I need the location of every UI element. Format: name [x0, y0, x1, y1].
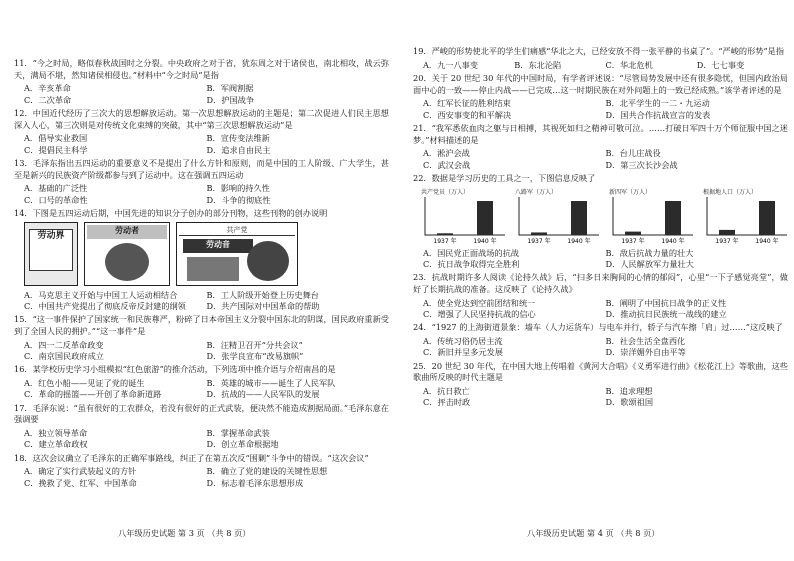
- magazine-subtitle-3: 劳动音: [183, 239, 253, 253]
- question-20: 20．关于 20 世纪 30 年代的中国时局，有学者评述说：“尽管局势发展中还有很多隐忧，但国内政治局面中心的一致——停止内战——已完成…这一时期民族在对外问题上的一致已经成熟。”该学者评述的是: [413, 73, 788, 95]
- page-footer: 八年级历史试题 第 4 页 （共 8 页）: [527, 528, 660, 538]
- bar-chart: [515, 187, 603, 245]
- question-25-options: [413, 386, 788, 409]
- question-13-options: [14, 183, 389, 206]
- option: D．国共合作抗战宣言的发表: [605, 109, 711, 120]
- option: A．抗日救亡: [423, 386, 470, 396]
- option: A．九一八事变: [423, 59, 479, 70]
- question-17: 17．毛泽东说：“虽有很好的工农群众，若没有很好的正式武装，便决然不能造成割据局面。”毛泽东意在强调要: [14, 402, 389, 425]
- option: B．阐明了中国抗日战争的正义性: [605, 297, 727, 308]
- option: D．抗战的——人民军队的发展: [206, 389, 320, 400]
- question-16: 16．某学校历史学习小组模拟“红色旅游”的推介活动，下列选项中推介语与介绍南昌的是: [14, 364, 336, 375]
- chart-canvas: [421, 195, 509, 245]
- option: B．东北沦陷: [514, 59, 562, 70]
- question-16-options: [14, 378, 389, 401]
- bar: [437, 233, 453, 235]
- chart-canvas: [609, 195, 697, 245]
- option: C．提倡民主科学: [24, 144, 88, 155]
- option: C．抨击时政: [423, 397, 471, 408]
- bar-chart: [609, 187, 697, 245]
- option: A．马克思主义开始与中国工人运动相结合: [24, 289, 178, 300]
- bar-chart: [421, 187, 509, 245]
- magazine-cover-3: [176, 222, 298, 286]
- option: B．北平学生的一二・九运动: [605, 98, 710, 109]
- magazine-title-1: 劳动界: [29, 229, 73, 271]
- option: B．掌握革命武装: [206, 428, 270, 438]
- option: A．使全党达到空前团结和统一: [423, 297, 536, 308]
- page-footer: 八年级历史试题 第 3 页 （共 8 页）: [118, 528, 251, 538]
- option: C．二次革命: [24, 94, 72, 105]
- option: B．军阀割据: [206, 83, 254, 94]
- option: A．淞沪会战: [423, 148, 470, 159]
- question-14: 14．下图是五四运动后期，中国先进的知识分子创办的部分刊物，这些刊物的创办说明: [14, 208, 328, 218]
- bar: [477, 201, 493, 235]
- question-15: 15．“这一事件保护了国家统一和民族尊严，粉碎了日本帝国主义分裂中国东北的阴谋，国民政府重新受到了全国人民的拥护。”“这一事件”是: [14, 314, 389, 336]
- magazine-cover-1: [24, 222, 78, 286]
- option: B．社会生活全盘西化: [605, 336, 686, 346]
- option: A．红色小船——见证了党的诞生: [24, 378, 145, 388]
- bar: [625, 231, 641, 234]
- chart-title: 共产党员（万人）: [421, 188, 470, 196]
- question-20-options: [413, 98, 788, 121]
- option: A．四一二反革命政变: [24, 339, 104, 350]
- option: A．国民党正面战场的抗战: [423, 247, 519, 258]
- option: B．影响的持久性: [206, 183, 270, 194]
- option: A．红军长征的胜利结束: [423, 98, 511, 109]
- option: C．增强了人民坚持抗战的信心: [423, 309, 536, 319]
- option: A．传统习俗仍居主流: [423, 336, 503, 346]
- magazine-images: [24, 222, 389, 286]
- bar: [571, 201, 587, 235]
- chart-title: 根据地人口（万人）: [703, 188, 758, 196]
- question-17-options: [14, 428, 389, 451]
- bar: [665, 201, 681, 235]
- question-22: 22．数据是学习历史的工具之一，下图信息反映了: [413, 173, 596, 183]
- x-tick-label: 1937 年: [621, 237, 645, 245]
- option: D．斗争的彻底性: [206, 194, 271, 205]
- bar-chart: [703, 187, 791, 245]
- option: C．华北危机: [605, 59, 653, 70]
- bar-chart-group: [421, 187, 788, 245]
- chart-title: 新四军（万人）: [609, 188, 652, 196]
- chart-title: 八路军（万人）: [515, 188, 558, 196]
- option: B．追求理想: [605, 386, 653, 396]
- chart-canvas: [515, 195, 603, 245]
- option: B．工人阶级开始登上历史舞台: [206, 289, 319, 300]
- magazine-cover-2: [84, 222, 170, 286]
- question-23: 23．抗战时期许多人阅读《论持久战》后，“扫多日来胸间的心情的郁闷”，心里“一下子感觉亮堂”，做好了长期抗战的准备。这反映了《论持久战》: [413, 272, 788, 294]
- option: D．护国战争: [206, 94, 255, 105]
- option: C．口号的革命性: [24, 194, 88, 205]
- option: C．革命的摇篮——开创了革命新道路: [24, 389, 162, 400]
- option: B．确立了党的建设的关键性思想: [206, 466, 328, 477]
- question-19: 19．严峻的形势使北平的学生们痛感“华北之大，已经安放不得一张平静的书桌了”。“严峻的形势”是指: [413, 46, 785, 56]
- question-12: 12．中国近代经历了三次大的思想解放运动。第一次思想解放运动的主题是；第二次促进人们民主思想深入人心，第三次则是对传统文化束缚的突破，其中“第三次思想解放运动”是: [14, 108, 389, 130]
- x-tick-label: 1940 年: [567, 237, 591, 245]
- cover-illustration: [247, 241, 289, 281]
- x-tick-label: 1937 年: [527, 237, 551, 245]
- option: D．共产国际对中国革命的帮助: [206, 301, 320, 311]
- option: C．中国共产党提出了彻底反帝反封建的纲领: [24, 301, 186, 311]
- question-13: 13．毛泽东指出五四运动的重要意义不是提出了什么方针和原则，而是中国的工人阶级、广大学生，甚至是新兴的民族资产阶级都参与到了运动中。这在强调五四运动: [14, 158, 389, 180]
- option: C．抗日战争取得完全胜利: [423, 259, 520, 269]
- bar: [531, 232, 547, 235]
- option: D．标志着毛泽东思想形成: [206, 477, 304, 488]
- option: B．台儿庄战役: [605, 148, 661, 159]
- option: D．追求自由民主: [206, 144, 271, 155]
- question-12-options: [14, 133, 389, 156]
- chart-canvas: [703, 195, 791, 245]
- exam-page-4: [397, 0, 794, 561]
- option: A．确定了实行武装起义的方针: [24, 466, 137, 477]
- option: C．挽救了党、红军、中国革命: [24, 477, 137, 488]
- question-25: 25．20 世纪 30 年代，在中国大地上传唱着《黄河大合唱》《义勇军进行曲》《松花江上》等歌曲，这些歌曲所反映的时代主题是: [413, 360, 788, 383]
- x-tick-label: 1940 年: [661, 237, 685, 245]
- x-tick-label: 1940 年: [473, 237, 497, 245]
- question-24: 24．“1927 的上海街道景象：墙车（人力运货车）与电车并行，轿子与汽车擦「肩」过……”这反映了: [413, 322, 783, 333]
- option: A．基础的广泛性: [24, 183, 88, 194]
- option: D．张学良宣布“改易旗帜”: [206, 351, 304, 361]
- magazine-title-2: 劳动者: [87, 225, 167, 239]
- bar: [719, 229, 735, 234]
- option: C．西安事变的和平解决: [423, 109, 512, 120]
- question-21-options: [413, 148, 788, 171]
- option: C．武汉会战: [423, 159, 471, 170]
- question-11-options: [14, 83, 389, 106]
- option: C．建立革命政权: [24, 439, 88, 450]
- option: D．人民解放军力量壮大: [605, 259, 694, 269]
- option: D．七七事变: [696, 59, 745, 70]
- question-11: 11．“今之时局，略似春秋战国时之分裂。中央政府之对于省，犹东周之对于诸侯也，南北相攻，战云弥天，满局不堪，然知诸侯相侵也。”材料中“今之时局”是指: [14, 58, 389, 80]
- option: A．独立领导革命: [24, 428, 88, 438]
- option: C．新旧并呈多元发展: [423, 347, 503, 358]
- option: C．南京国民政府成立: [24, 351, 104, 361]
- cover-illustration: [105, 243, 149, 281]
- option: A．辛亥革命: [24, 83, 71, 94]
- option: B．英雄的城市——诞生了人民军队: [206, 378, 336, 388]
- magazine-title-3: 共产党: [179, 225, 295, 236]
- question-22-options: [413, 248, 788, 271]
- x-tick-label: 1937 年: [715, 237, 739, 245]
- question-18-options: [14, 466, 389, 489]
- option: D．第三次长沙会战: [605, 159, 678, 170]
- question-24-options: [413, 336, 788, 359]
- option: D．歌颂祖国: [605, 397, 654, 408]
- option: D．崇洋媚外自由平等: [605, 347, 686, 358]
- question-23-options: [413, 298, 788, 321]
- option: A．倡导实业救国: [24, 133, 88, 144]
- option: B．敌后抗战力量的壮大: [605, 247, 694, 258]
- question-14-options: [14, 290, 389, 313]
- option: D．推动抗日民族统一战线的建立: [605, 309, 727, 319]
- option: B．宣传变法维新: [206, 133, 270, 144]
- cover-illustration: [187, 257, 239, 281]
- question-18: 18．这次会议确立了毛泽东的正确军事路线，纠正了在第五次反“围剿”斗争中的错误。“这次会议”: [14, 452, 369, 463]
- question-19-options: [413, 60, 788, 71]
- question-15-options: [14, 340, 389, 363]
- option: B．汪精卫召开“分共会议”: [206, 339, 303, 350]
- x-tick-label: 1937 年: [433, 237, 457, 245]
- bar: [759, 201, 775, 235]
- x-tick-label: 1940 年: [755, 237, 779, 245]
- option: D．创立革命根据地: [206, 439, 279, 450]
- question-21: 21．“我军悉依血肉之躯与日相搏，其视死如归之精神可敬可泣。……打破日军四十万个师征服中国之迷梦。”材料描述的是: [413, 123, 788, 145]
